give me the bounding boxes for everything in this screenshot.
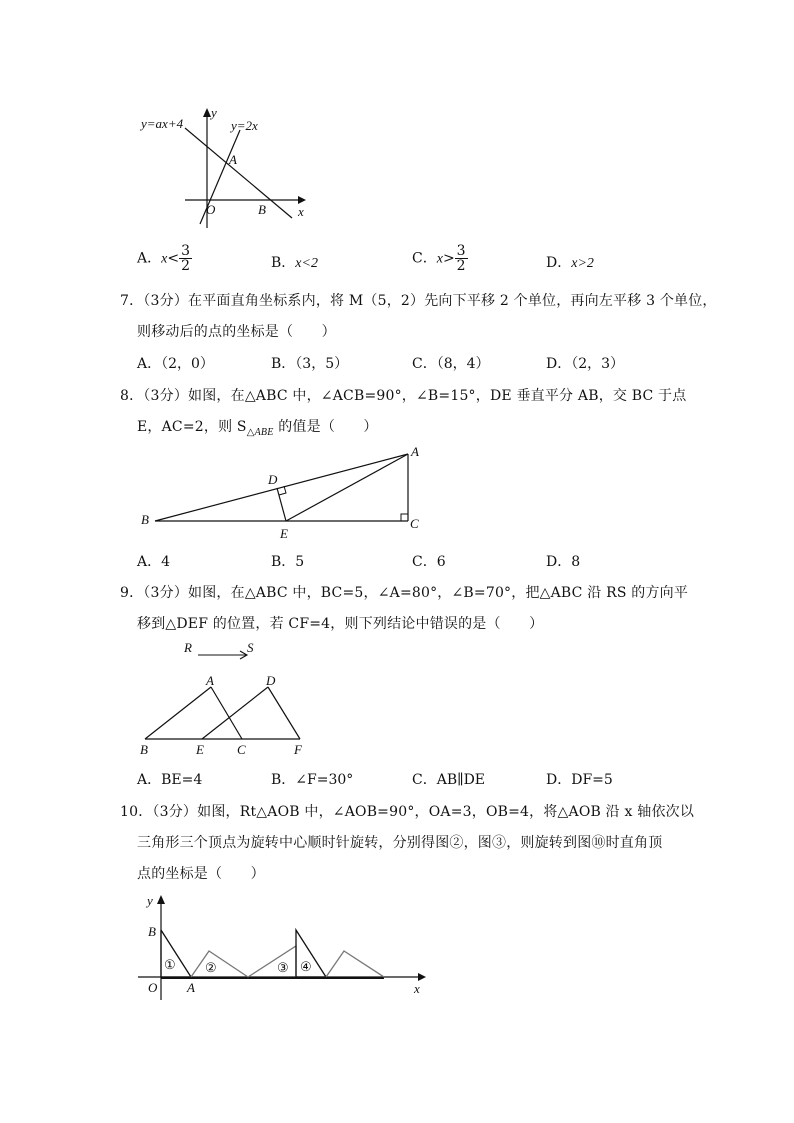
label-o: O xyxy=(148,980,158,995)
label-b: B xyxy=(148,924,156,939)
label-f: F xyxy=(294,742,302,757)
q9-stem-line2: 移到△DEF 的位置，若 CF=4，则下列结论中错误的是（ ） xyxy=(137,616,544,632)
q10-stem-line2: 三角形三个顶点为旋转中心顺时针旋转，分别得图②，图③，则旋转到图⑩时直角顶 xyxy=(137,835,663,851)
label-b: B xyxy=(140,742,148,757)
q8-stem-line1: 8．（3分）如图，在△ABC 中，∠ACB=90°，∠B=15°，DE 垂直平分 AB，交 BC 于点 xyxy=(120,388,687,404)
label-e: E xyxy=(196,742,204,757)
label-n4: ④ xyxy=(300,959,312,974)
q6-option-d[interactable]: D．x>2 xyxy=(546,255,594,271)
fraction: $\frac{3}{2}$ xyxy=(456,243,466,274)
q9-option-a[interactable]: A．BE=4 xyxy=(137,772,203,788)
q8-stem-line2: E，AC=2，则 $S_{\triangle ABE}$ 的值是（ ） xyxy=(137,419,378,438)
q9-stem-line1: 9．（3分）如图，在△ABC 中，BC=5，∠A=80°，∠B=70°，把△ABC 沿 RS 的方向平 xyxy=(120,585,689,601)
label-point-b: B xyxy=(258,202,266,217)
label-n1: ① xyxy=(164,957,176,972)
q7-stem-line2: 则移动后的点的坐标是（ ） xyxy=(137,324,336,340)
label-s: S xyxy=(247,640,254,655)
label-line1: y=ax+4 xyxy=(141,116,184,131)
q7-option-b[interactable]: B．（3，5） xyxy=(271,356,349,372)
q7-stem-line1: 7．（3分）在平面直角坐标系内，将 M（5，2）先向下平移 2 个单位，再向左平移 3 个单位， xyxy=(120,293,717,309)
q7-option-a[interactable]: A．（2，0） xyxy=(137,356,214,372)
q10-stem-line1: 10．（3分）如图，Rt△AOB 中，∠AOB=90°，OA=3，OB=4，将△AOB 沿 x 轴依次以 xyxy=(120,804,695,820)
label-d: D xyxy=(268,472,278,487)
label-x-axis: x xyxy=(298,204,304,219)
label-r: R xyxy=(184,640,192,655)
label-x: x xyxy=(414,981,420,996)
q6-option-b[interactable]: B．x<2 xyxy=(271,255,318,271)
label-c: C xyxy=(237,742,246,757)
label-line2: y=2x xyxy=(231,118,258,133)
triangle-5 xyxy=(326,951,384,977)
q6-option-a[interactable]: A．x< $\frac{3}{2}$ xyxy=(137,243,190,274)
label-b: B xyxy=(141,512,149,527)
label-point-a: A xyxy=(229,152,237,167)
label-d: D xyxy=(266,673,276,688)
fraction: $\frac{3}{2}$ xyxy=(181,243,190,274)
q9-option-c[interactable]: C．AB∥DE xyxy=(412,772,486,788)
x-axis-arrow xyxy=(418,973,426,981)
q10-stem-line3: 点的坐标是（ ） xyxy=(137,866,265,882)
label-e: E xyxy=(280,526,288,541)
q9-option-d[interactable]: D．DF=5 xyxy=(546,772,613,788)
label-origin: O xyxy=(206,202,216,217)
y-axis-arrow xyxy=(157,895,165,904)
label-a: A xyxy=(187,980,195,995)
label-y: y xyxy=(147,893,153,908)
q6-option-c[interactable]: C．x> $\frac{3}{2}$ xyxy=(412,243,466,274)
label-y-axis: y xyxy=(211,105,217,120)
q8-option-c[interactable]: C．6 xyxy=(412,554,446,570)
q8-option-a[interactable]: A．4 xyxy=(137,554,171,570)
q7-option-d[interactable]: D．（2，3） xyxy=(546,356,625,372)
triangle-3 xyxy=(248,946,296,977)
q7-option-c[interactable]: C．（8，4） xyxy=(412,356,490,372)
label-n2: ② xyxy=(205,960,217,975)
q9-option-b[interactable]: B．∠F=30° xyxy=(271,772,354,788)
label-c: C xyxy=(410,516,419,531)
label-a: A xyxy=(411,444,419,459)
label-a: A xyxy=(206,673,214,688)
q8-option-b[interactable]: B．5 xyxy=(271,554,305,570)
label-n3: ③ xyxy=(277,960,289,975)
triangle-2 xyxy=(191,951,248,977)
q8-option-d[interactable]: D．8 xyxy=(546,554,581,570)
